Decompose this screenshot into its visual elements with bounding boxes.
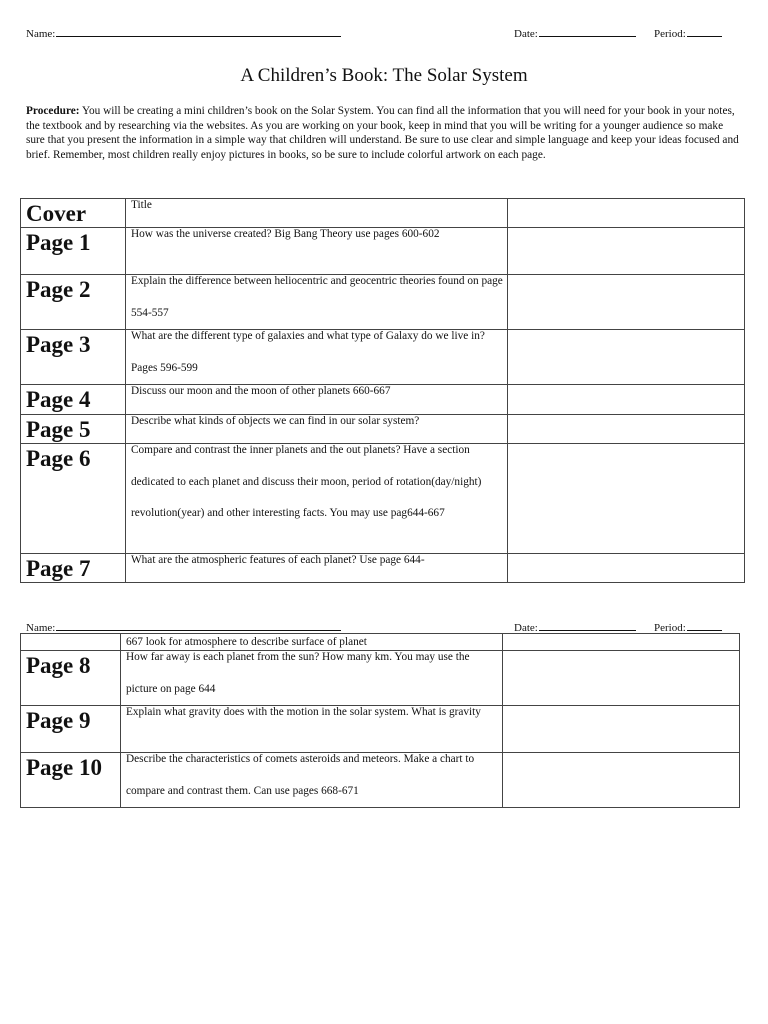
name-label: Name:	[26, 28, 56, 40]
answer-cell[interactable]	[508, 444, 745, 554]
page-name: Page 4	[21, 385, 126, 415]
page-description: Discuss our moon and the moon of other planets 660-667	[126, 385, 508, 415]
table-row	[21, 651, 740, 706]
page-name: Page 3	[21, 330, 126, 385]
answer-cell[interactable]	[508, 385, 745, 415]
book-pages-table	[20, 198, 745, 583]
page-description: Describe what kinds of objects we can find in our solar system?	[126, 415, 508, 444]
page-description: What are the atmospheric features of each planet? Use page 644-	[126, 554, 508, 583]
page-name: Page 10	[21, 753, 121, 808]
page-description: Describe the characteristics of comets asteroids and meteors. Make a chart to compare and contrast them. Can use pages 668-671	[121, 753, 503, 808]
answer-cell[interactable]	[508, 199, 745, 228]
table-row	[21, 385, 745, 415]
date-label: Date:	[514, 622, 538, 634]
table-row	[21, 199, 745, 228]
page-description: Title	[126, 199, 508, 228]
page-description: What are the different type of galaxies and what type of Galaxy do we live in? Pages 596-599	[126, 330, 508, 385]
answer-cell[interactable]	[508, 330, 745, 385]
period-label: Period:	[654, 28, 686, 40]
answer-cell[interactable]	[508, 415, 745, 444]
table-row	[21, 330, 745, 385]
page-name: Page 5	[21, 415, 126, 444]
page-description: Explain what gravity does with the motion in the solar system. What is gravity	[121, 706, 503, 753]
page-description: Compare and contrast the inner planets and the out planets? Have a section dedicated to each planet and discuss their moon, period of rotation(day/night) revolution(year) and other interesting facts. You may use pag644-667	[126, 444, 508, 554]
page-name: Page 1	[21, 228, 126, 275]
answer-cell[interactable]	[503, 753, 740, 808]
page-title: A Children’s Book: The Solar System	[240, 65, 528, 86]
procedure-label: Procedure:	[26, 105, 80, 117]
page-name	[21, 634, 121, 651]
answer-cell[interactable]	[508, 554, 745, 583]
table-row	[21, 228, 745, 275]
answer-cell[interactable]	[503, 634, 740, 651]
header-line	[26, 26, 726, 40]
period-label: Period:	[654, 622, 686, 634]
name-field[interactable]	[26, 26, 341, 41]
page-name: Page 2	[21, 275, 126, 330]
page-name: Cover	[21, 199, 126, 228]
answer-cell[interactable]	[503, 706, 740, 753]
period-field[interactable]	[654, 26, 722, 41]
table-row	[21, 634, 740, 651]
page-description: Explain the difference between heliocentric and geocentric theories found on page 554-557	[126, 275, 508, 330]
answer-cell[interactable]	[508, 275, 745, 330]
answer-cell[interactable]	[503, 651, 740, 706]
book-pages-table-continued	[20, 633, 740, 808]
table-row	[21, 753, 740, 808]
page-description: 667 look for atmosphere to describe surface of planet	[121, 634, 503, 651]
date-field[interactable]	[514, 26, 636, 41]
table-row	[21, 275, 745, 330]
procedure-paragraph	[26, 104, 744, 162]
table-row	[21, 706, 740, 753]
page-description: How far away is each planet from the sun? How many km. You may use the picture on page 644	[121, 651, 503, 706]
page-name: Page 8	[21, 651, 121, 706]
answer-cell[interactable]	[508, 228, 745, 275]
name-label: Name:	[26, 622, 56, 634]
procedure-text: You will be creating a mini children’s book on the Solar System. You can find all the information that you will need for your book in your notes, the textbook and by researching via the websites. As you are working on your book, keep in mind that you will be writing for a younger audience so make sure that you present the information in a simple way that children will understand. Be sure to use clear and simple language and keep your ideas focused and brief. Remember, most children really enjoy pictures in books, so be sure to include colorful artwork on each page.	[26, 105, 739, 161]
page-description: How was the universe created? Big Bang Theory use pages 600-602	[126, 228, 508, 275]
table-row	[21, 554, 745, 583]
page-name: Page 7	[21, 554, 126, 583]
table-row	[21, 415, 745, 444]
header-line-repeat	[26, 620, 726, 634]
table-row	[21, 444, 745, 554]
date-label: Date:	[514, 28, 538, 40]
page-name: Page 9	[21, 706, 121, 753]
page-name: Page 6	[21, 444, 126, 554]
